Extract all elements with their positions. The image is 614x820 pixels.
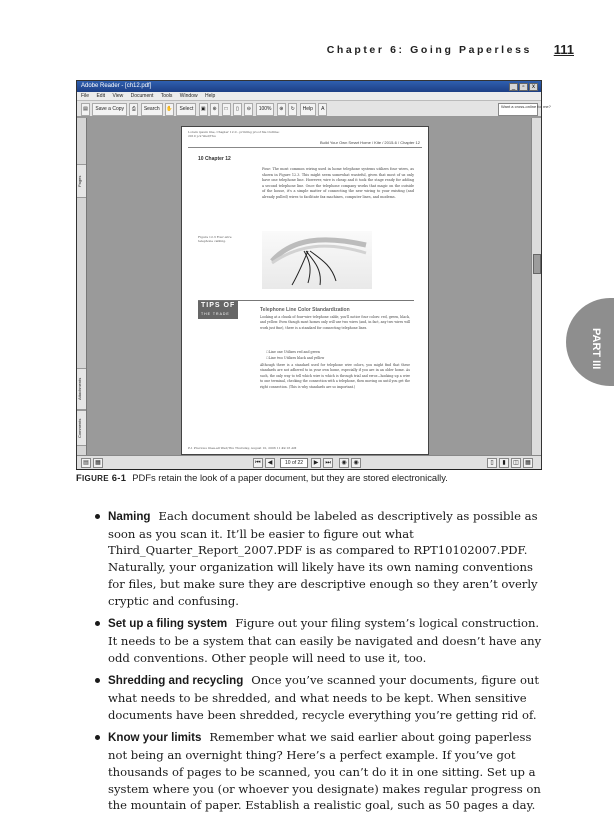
menu-window[interactable]: Window xyxy=(179,93,198,99)
bullet-text: Figure out your filing system’s logical construction. It needs to be a system that can easily be navigated and doesn’t have any odd conventions. Other people will need to use it, too. xyxy=(108,616,542,665)
hand-tool-icon[interactable]: ✋ xyxy=(165,103,174,116)
menu-view[interactable]: View xyxy=(112,93,124,99)
thumbnail-icon[interactable]: ▦ xyxy=(93,458,103,468)
minimize-button[interactable]: _ xyxy=(509,83,518,91)
adobe-reader-screenshot xyxy=(76,80,551,470)
last-page-icon[interactable]: ⏭ xyxy=(323,458,333,468)
previous-view-icon[interactable]: ◉ xyxy=(339,458,349,468)
help-search-box[interactable]: Want a cross-online for me? xyxy=(498,103,538,116)
figure-label-rest: IGURE xyxy=(82,474,109,483)
maximize-button[interactable]: ▫ xyxy=(519,83,528,91)
toolbar xyxy=(77,101,551,117)
menu-bar xyxy=(77,92,541,101)
tips-box xyxy=(198,300,414,403)
menu-help[interactable]: Help xyxy=(204,93,216,99)
fit-page-icon[interactable]: ▯ xyxy=(233,103,242,116)
menu-file[interactable]: File xyxy=(81,93,90,99)
part-tab-label: PART III xyxy=(590,328,602,370)
figure-label-prefix: F xyxy=(76,472,83,483)
rotate-icon[interactable]: ↻ xyxy=(288,103,297,116)
nav-tab-pages[interactable]: Pages xyxy=(77,164,86,198)
page-layout-icon[interactable]: ▤ xyxy=(81,458,91,468)
continuous-icon[interactable]: ▮ xyxy=(499,458,509,468)
scrollbar-thumb[interactable] xyxy=(533,254,541,274)
page-number: 111 xyxy=(553,42,574,57)
tips-list-item: ☐ Line one Utilizes red and green xyxy=(266,349,324,355)
tips-badge-title: TIPS OF xyxy=(201,302,236,309)
previous-page-icon[interactable]: ◀ xyxy=(265,458,275,468)
figure-rule xyxy=(76,469,542,470)
figure-label xyxy=(76,472,126,483)
pdf-meta: Lorem ipsum line, Chapter 12.0 - printing proof file Outline: 2010 p.9 Wed/Thu xyxy=(188,130,280,138)
facing-icon[interactable]: ◫ xyxy=(511,458,521,468)
vertical-scrollbar[interactable] xyxy=(531,118,541,455)
cable-photo xyxy=(262,231,372,289)
pdf-paragraph: Four: The most common wiring used in home telephone systems utilizes four wires, as shown in Figure 12.3. This might seem somewhat wasteful, given that most of us only have one telephone line. However, wire is cheap and it took the stage ready for adding a second telephone line. Once the telephone company works that magic on the outside of the house, it's a simple matter of connecting the new wiring to your existing (and already pulled) wires to facilitate fax machines, computer lines, and modems. xyxy=(262,167,414,199)
zoom-plus-icon[interactable]: ⊕ xyxy=(277,103,286,116)
bullet-text: Remember what we said earlier about going paperless not being an overnight thing? Here’s a perfect example. If you’ve got thousands of pages to be scanned, you can’t do it in one sitting. Set up a system where you (or whoever you designate) makes regular progress on the mountain of paper. Establish a realistic goal, such as 50 pages a day. xyxy=(108,730,541,813)
running-header xyxy=(0,42,614,64)
telephone-cable-illustration xyxy=(262,231,372,289)
pdf-figure-caption: Figure 12.3 Four-wire telephone cabling. xyxy=(198,235,232,243)
tips-badge xyxy=(198,301,238,319)
zoom-in-icon[interactable]: ⊕ xyxy=(210,103,219,116)
pdf-page xyxy=(181,126,429,455)
navigation-pane xyxy=(77,118,87,455)
pdf-footer: P-1 Previous lines-all Wed/Thu Thursday, August 10, 2006 11:49:16 AM xyxy=(188,446,297,450)
select-button[interactable]: Select xyxy=(176,103,196,116)
nav-tab-comments[interactable]: Comments xyxy=(77,410,86,446)
adobe-logo-icon: A xyxy=(318,103,327,116)
pdf-rule xyxy=(188,147,422,148)
list-item xyxy=(108,615,546,666)
part-tab xyxy=(566,298,614,386)
print-icon[interactable]: ⎙ xyxy=(129,103,138,116)
open-icon[interactable]: ▤ xyxy=(81,103,90,116)
tips-body-2: Although there is a standard used for telephone wire colors, you might find that these standards are not adhered to in your own home, especially if you are in an older home. As such, the only way to tell which wire is which is through trial and error—hooking up a wire to one terminal, checking the connection with a telephone, then moving on until you get the right connection. (This is why standards are so important.) xyxy=(260,363,410,389)
pdf-chapter: 10 Chapter 12 xyxy=(198,156,231,162)
chapter-title: Chapter 6: Going Paperless xyxy=(326,44,532,56)
figure-caption xyxy=(76,472,546,483)
nav-tab-attachments[interactable]: Attachments xyxy=(77,368,86,410)
bullet-text: Each document should be labeled as descriptively as possible as soon as you scan it. It’ll be easier to figure out what Third_Quarter_Report_2007.PDF is as compared to RPT10102007.PDF. Naturally, your organization will likely have its own naming conventions for files, but make sure they are descriptive enough so they aren’t overly cryptic and confusing. xyxy=(108,509,538,608)
next-view-icon[interactable]: ◉ xyxy=(351,458,361,468)
tips-list-item: ☐ Line two Utilizes black and yellow xyxy=(266,355,324,361)
tips-list xyxy=(266,349,324,361)
save-copy-button[interactable]: Save a Copy xyxy=(92,103,127,116)
list-item xyxy=(108,508,546,609)
zoom-out-icon[interactable]: ⊖ xyxy=(244,103,253,116)
bullet-list xyxy=(108,508,546,820)
window-titlebar xyxy=(77,81,541,92)
bullet-term: Set up a filing system xyxy=(108,617,228,631)
single-page-icon[interactable]: ▯ xyxy=(487,458,497,468)
figure-caption-text: PDFs retain the look of a paper document, but they are stored electronically. xyxy=(132,472,448,483)
menu-edit[interactable]: Edit xyxy=(96,93,106,99)
list-item xyxy=(108,729,546,814)
document-area xyxy=(77,118,541,455)
menu-tools[interactable]: Tools xyxy=(160,93,173,99)
figure-label-number: 6-1 xyxy=(111,472,127,483)
tips-body: Looking at a chunk of four-wire telephone cable, you'll notice four colors: red, green, black, and yellow. Even though most homes only will use two wires (and, in fact, any two wires will work just fine), there is a standard for connecting telephone lines. xyxy=(260,315,410,330)
search-button[interactable]: Search xyxy=(141,103,163,116)
bullet-term: Know your limits xyxy=(108,731,202,745)
zoom-select[interactable]: 100% xyxy=(256,103,275,116)
next-page-icon[interactable]: ▶ xyxy=(311,458,321,468)
bullet-term: Naming xyxy=(108,510,151,523)
snapshot-icon[interactable]: ▣ xyxy=(199,103,208,116)
pdf-running-head: Build Your Own Smart Home / Kite / 2015-6 / Chapter 12 xyxy=(319,140,420,145)
first-page-icon[interactable]: ⏮ xyxy=(253,458,263,468)
help-button[interactable]: Help xyxy=(300,103,316,116)
close-button[interactable]: x xyxy=(529,83,538,91)
tips-badge-subtitle: THE TRADE xyxy=(201,312,230,316)
continuous-facing-icon[interactable]: ▦ xyxy=(523,458,533,468)
actual-size-icon[interactable]: □ xyxy=(222,103,231,116)
tips-heading: Telephone Line Color Standardization xyxy=(260,307,350,313)
list-item xyxy=(108,672,546,723)
window-title: Adobe Reader - [ch12.pdf] xyxy=(81,83,152,89)
bullet-text: Once you’ve scanned your documents, figure out what needs to be shredded, and what needs to be kept. When sensitive documents have been shredded, recycle everything you’re getting rid of. xyxy=(108,673,540,722)
menu-document[interactable]: Document xyxy=(130,93,154,99)
page-number-field[interactable]: 10 of 22 xyxy=(280,458,308,468)
status-bar xyxy=(77,455,541,470)
bullet-term: Shredding and recycling xyxy=(108,674,244,688)
